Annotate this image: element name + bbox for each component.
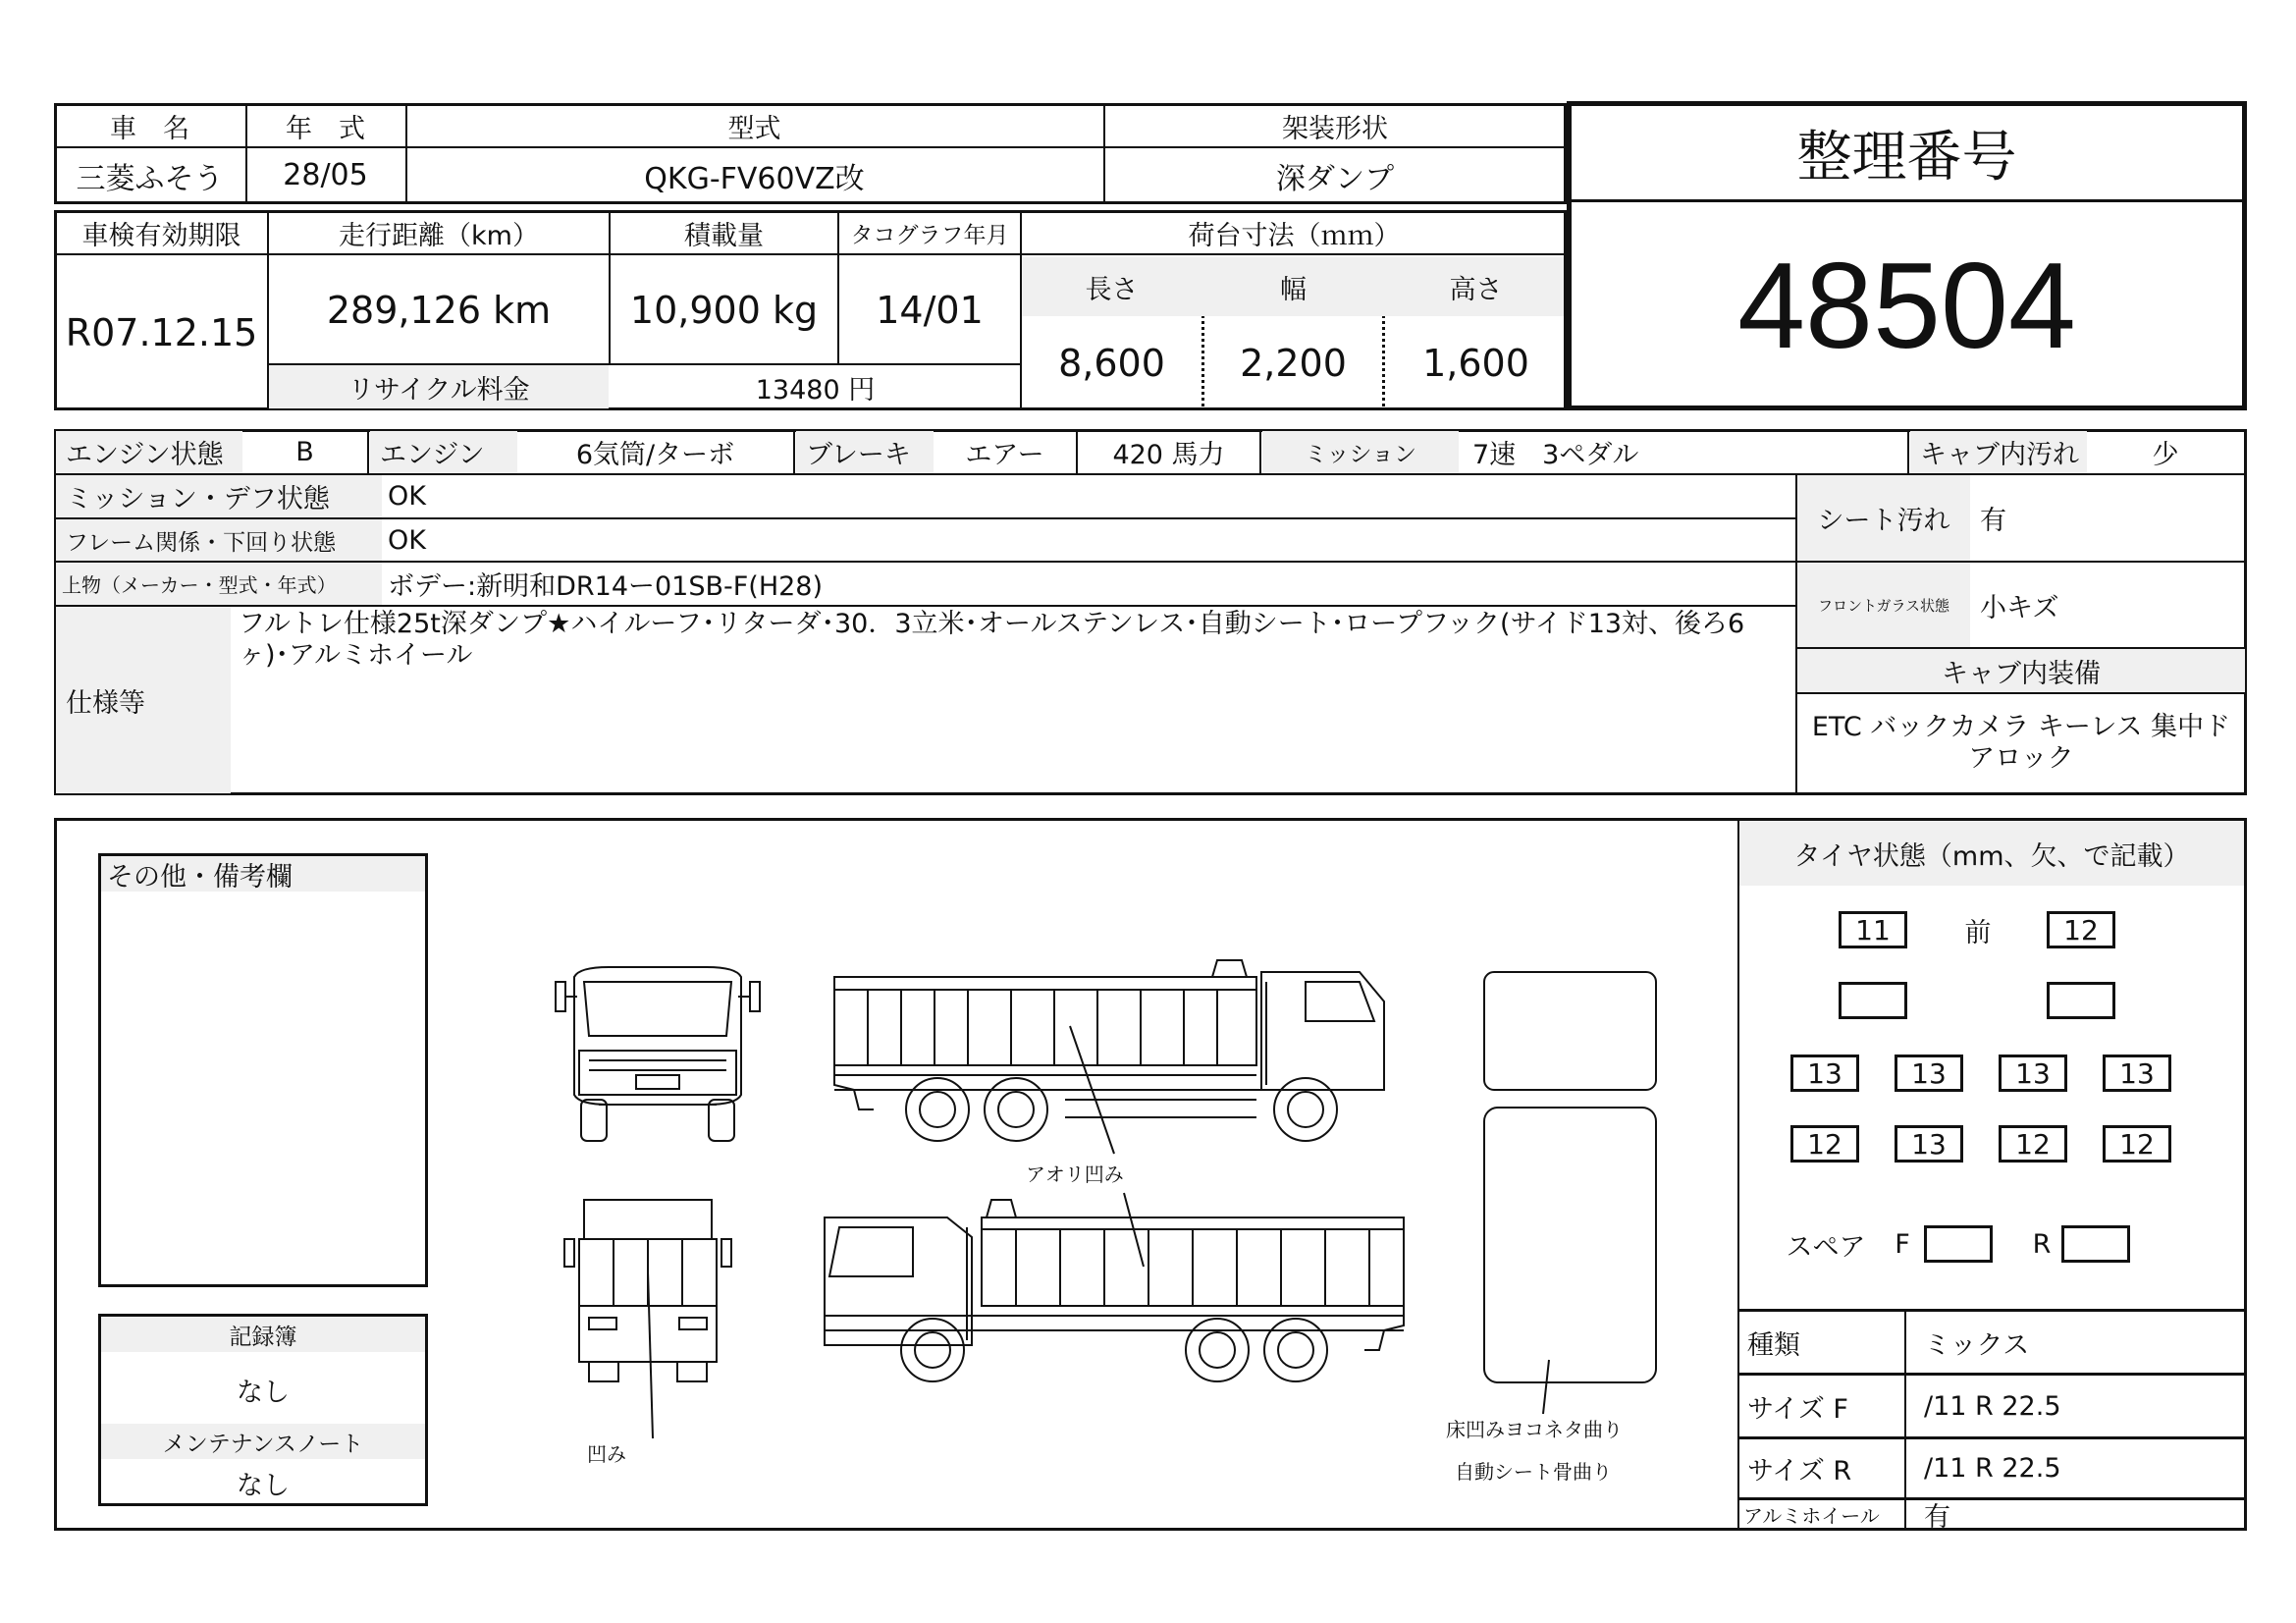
note-aori-dent: アオリ凹み bbox=[1026, 1163, 1124, 1186]
windshield-label: フロントガラス状態 bbox=[1817, 596, 1950, 615]
tire-type-label: 種類 bbox=[1747, 1329, 1800, 1361]
engine-label: エンジン bbox=[380, 440, 485, 470]
engine-state-value: B bbox=[295, 437, 314, 467]
tire-row3-2: 13 bbox=[1895, 1055, 1963, 1092]
tire-front-label: 前 bbox=[1964, 917, 1992, 948]
tacho-value: 14/01 bbox=[876, 289, 984, 332]
note-dent: 凹み bbox=[587, 1442, 626, 1466]
seat-dirt-value: 有 bbox=[1980, 506, 2006, 536]
alloy-label: アルミホイール bbox=[1743, 1503, 1880, 1528]
mission-value: 7速 3ペダル bbox=[1472, 440, 1639, 470]
width-label: 幅 bbox=[1280, 274, 1307, 305]
windshield-value: 小キズ bbox=[1980, 592, 2059, 623]
tire-row4-4: 12 bbox=[2103, 1125, 2171, 1163]
body-maker-label: 上物（メーカー・型式・年式） bbox=[62, 573, 337, 597]
tire-row3-4: 13 bbox=[2103, 1055, 2171, 1092]
car-name-label: 車 名 bbox=[110, 113, 189, 144]
note-floor: 床凹みヨコネタ曲り bbox=[1446, 1418, 1623, 1441]
tire-size-f-value: /11 R 22.5 bbox=[1924, 1390, 2061, 1422]
frame-value: OK bbox=[388, 524, 426, 556]
tire-title: タイヤ状態（mm、欠、で記載） bbox=[1793, 840, 2190, 872]
tire-row3-1: 13 bbox=[1790, 1055, 1859, 1092]
tire-row4-3: 12 bbox=[1999, 1125, 2067, 1163]
note-sheet: 自動シート骨曲り bbox=[1455, 1460, 1612, 1484]
mission-diff-value: OK bbox=[388, 481, 426, 512]
height-value: 1,600 bbox=[1422, 342, 1529, 385]
inspection-value: R07.12.15 bbox=[65, 311, 258, 354]
seat-dirt-label: シート汚れ bbox=[1817, 506, 1950, 536]
body-maker-value: ボデー:新明和DR14ー01SB-F(H28) bbox=[388, 571, 824, 602]
model-label: 型式 bbox=[727, 113, 781, 144]
tacho-label: タコグラフ年月 bbox=[850, 222, 1009, 248]
tire-front-right: 12 bbox=[2047, 911, 2115, 948]
truck-side-view-left bbox=[825, 1200, 1404, 1381]
body-type-value: 深ダンプ bbox=[1275, 161, 1395, 196]
mileage-value: 289,126 km bbox=[326, 289, 552, 332]
capacity-label: 積載量 bbox=[684, 220, 764, 251]
cab-equip-value: ETC バックカメラ キーレス 集中ドアロック bbox=[1811, 712, 2231, 774]
tire-size-r-label: サイズ R bbox=[1747, 1456, 1852, 1487]
frame-label: フレーム関係・下回り状態 bbox=[66, 529, 337, 556]
cab-dirt-label: キャブ内汚れ bbox=[1920, 440, 2079, 470]
tire-row2-left bbox=[1839, 982, 1907, 1019]
spare-f-label: F bbox=[1895, 1228, 1910, 1260]
truck-top-view bbox=[1484, 972, 1656, 1382]
length-label: 長さ bbox=[1085, 274, 1139, 305]
mission-label: ミッション bbox=[1304, 442, 1417, 467]
year-label: 年 式 bbox=[286, 113, 365, 144]
tire-size-f-label: サイズ F bbox=[1747, 1393, 1848, 1425]
tire-row2-right bbox=[2047, 982, 2115, 1019]
spare-label: スペア bbox=[1786, 1231, 1866, 1263]
height-label: 高さ bbox=[1449, 274, 1503, 305]
cab-dirt-value: 少 bbox=[2152, 440, 2179, 470]
year-value: 28/05 bbox=[283, 158, 368, 192]
tire-row3-3: 13 bbox=[1999, 1055, 2067, 1092]
recycle-value: 13480 円 bbox=[755, 374, 876, 406]
reference-number: 48504 bbox=[1737, 239, 2076, 374]
spare-f bbox=[1924, 1225, 1993, 1263]
inspection-label: 車検有効期限 bbox=[81, 220, 241, 251]
truck-side-view-right bbox=[834, 960, 1384, 1141]
spec-label: 仕様等 bbox=[66, 687, 145, 719]
tire-size-r-value: /11 R 22.5 bbox=[1924, 1453, 2061, 1484]
car-name: 三菱ふそう bbox=[76, 161, 224, 196]
mileage-label: 走行距離（km） bbox=[339, 220, 539, 251]
maintenance-label: メンテナンスノート bbox=[162, 1431, 364, 1457]
cab-equip-label: キャブ内装備 bbox=[1942, 658, 2101, 689]
horsepower-value: 420 馬力 bbox=[1112, 440, 1225, 470]
body-type-label: 架装形状 bbox=[1282, 113, 1388, 144]
record-value: なし bbox=[237, 1377, 290, 1408]
mission-diff-label: ミッション・デフ状態 bbox=[66, 484, 330, 514]
brake-label: ブレーキ bbox=[806, 440, 911, 470]
engine-value: 6気筒/ターボ bbox=[575, 440, 735, 470]
truck-diagram bbox=[530, 943, 1669, 1492]
model-value: QKG-FV60VZ改 bbox=[644, 161, 865, 196]
alloy-value: 有 bbox=[1924, 1501, 1950, 1533]
spare-r-label: R bbox=[2032, 1228, 2052, 1260]
brake-value: エアー bbox=[965, 440, 1044, 470]
record-label: 記録簿 bbox=[229, 1324, 297, 1350]
remarks-box bbox=[98, 853, 428, 1287]
length-value: 8,600 bbox=[1058, 342, 1165, 385]
reference-number-label: 整理番号 bbox=[1796, 126, 2017, 189]
tire-row4-2: 13 bbox=[1895, 1125, 1963, 1163]
bed-dims-label: 荷台寸法（ｍｍ） bbox=[1188, 220, 1401, 251]
maintenance-value: なし bbox=[237, 1470, 290, 1501]
remarks-label: その他・備考欄 bbox=[107, 861, 293, 893]
engine-state-label: エンジン状態 bbox=[66, 440, 224, 470]
width-value: 2,200 bbox=[1240, 342, 1347, 385]
truck-front-view bbox=[556, 967, 760, 1141]
tire-front-left: 11 bbox=[1839, 911, 1907, 948]
capacity-value: 10,900 kg bbox=[629, 289, 819, 332]
tire-row4-1: 12 bbox=[1790, 1125, 1859, 1163]
recycle-label: リサイクル料金 bbox=[269, 365, 609, 408]
tire-type-value: ミックス bbox=[1924, 1329, 2030, 1361]
spare-r bbox=[2061, 1225, 2130, 1263]
spec-text: フルトレ仕様25t深ダンプ★ハイルーフ･リターダ･30．3立米･オールステンレス･自動シート･ロープフック(サイド13対、後ろ6ヶ)･アルミホイール bbox=[239, 609, 1745, 671]
